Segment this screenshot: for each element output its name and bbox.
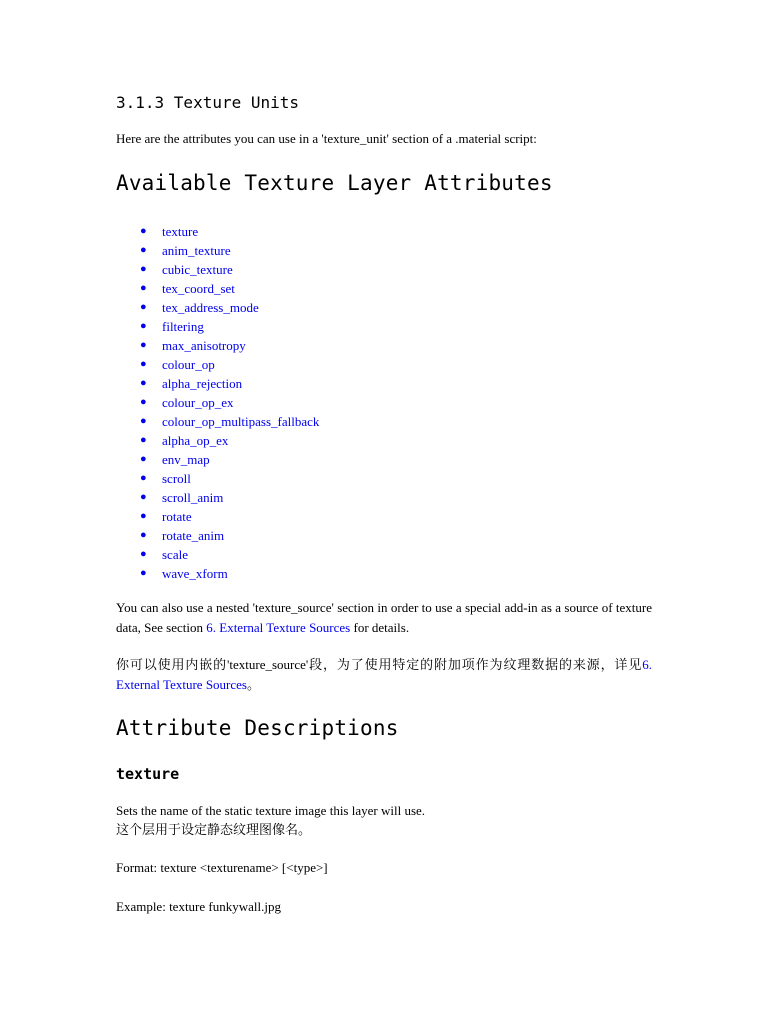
attribute-list-item	[116, 450, 319, 469]
nested-source-paragraph	[116, 598, 652, 638]
attribute-list-item	[116, 488, 319, 507]
attribute-list-item	[116, 241, 319, 260]
bullet-icon: ●	[140, 225, 147, 237]
bullet-icon: ●	[140, 567, 147, 579]
attribute-link-env-map[interactable]: env_map	[162, 452, 210, 467]
attribute-list-item	[116, 336, 319, 355]
bullet-icon: ●	[140, 282, 147, 294]
attribute-link-rotate-anim[interactable]: rotate_anim	[162, 528, 225, 543]
bullet-icon: ●	[140, 263, 147, 275]
texture-description	[116, 801, 652, 839]
attribute-list-item	[116, 260, 319, 279]
attribute-list-item	[116, 279, 319, 298]
attribute-descriptions-heading: Attribute Descriptions	[116, 716, 399, 740]
bullet-icon: ●	[140, 510, 147, 522]
attribute-link-anim-texture[interactable]: anim_texture	[162, 243, 231, 258]
bullet-icon: ●	[140, 548, 147, 560]
bullet-icon: ●	[140, 301, 147, 313]
bullet-icon: ●	[140, 339, 147, 351]
attribute-list-item	[116, 393, 319, 412]
nested-cn-text-after: 。	[246, 677, 260, 692]
attribute-list-item	[116, 507, 319, 526]
attribute-link-rotate[interactable]: rotate	[162, 509, 192, 524]
texture-format: Format: texture <texturename> [<type>]	[116, 860, 328, 875]
available-attributes-heading: Available Texture Layer Attributes	[116, 171, 553, 195]
attribute-list-item	[116, 355, 319, 374]
attribute-link-colour-op-ex[interactable]: colour_op_ex	[162, 395, 234, 410]
attribute-link-alpha-rejection[interactable]: alpha_rejection	[162, 376, 243, 391]
attribute-link-cubic-texture[interactable]: cubic_texture	[162, 262, 233, 277]
attribute-list-item	[116, 412, 319, 431]
attribute-list-item	[116, 564, 319, 583]
texture-description-en: Sets the name of the static texture image this layer will use.	[116, 803, 426, 818]
intro-text: Here are the attributes you can use in a 'texture_unit' section of a .material script:	[116, 131, 537, 146]
nested-text-before: You can also use a nested 'texture_source' section in order to use a special add-in as a source of texture data, See section	[116, 600, 652, 635]
attribute-link-tex-coord-set[interactable]: tex_coord_set	[162, 281, 235, 296]
attribute-list	[116, 222, 319, 583]
attribute-link-colour-op[interactable]: colour_op	[162, 357, 215, 372]
bullet-icon: ●	[140, 491, 147, 503]
attribute-list-item	[116, 545, 319, 564]
nested-cn-text-before: 你可以使用内嵌的'texture_source'段，为了使用特定的附加项作为纹理数据的来源，详见	[116, 657, 643, 672]
bullet-icon: ●	[140, 320, 147, 332]
attribute-list-item	[116, 374, 319, 393]
bullet-icon: ●	[140, 244, 147, 256]
bullet-icon: ●	[140, 415, 147, 427]
attribute-link-texture[interactable]: texture	[162, 224, 199, 239]
attribute-link-filtering[interactable]: filtering	[162, 319, 204, 334]
attribute-list-item	[116, 431, 319, 450]
attribute-list-item	[116, 317, 319, 336]
bullet-icon: ●	[140, 434, 147, 446]
bullet-icon: ●	[140, 472, 147, 484]
attribute-link-max-anisotropy[interactable]: max_anisotropy	[162, 338, 246, 353]
texture-example: Example: texture funkywall.jpg	[116, 899, 281, 914]
attribute-list-item	[116, 298, 319, 317]
external-texture-sources-link-cn[interactable]: 6. External Texture Sources	[116, 657, 652, 692]
attribute-link-tex-address-mode[interactable]: tex_address_mode	[162, 300, 259, 315]
texture-attribute-heading: texture	[116, 765, 180, 783]
bullet-icon: ●	[140, 453, 147, 465]
attribute-link-alpha-op-ex[interactable]: alpha_op_ex	[162, 433, 229, 448]
attribute-link-colour-op-multipass-fallback[interactable]: colour_op_multipass_fallback	[162, 414, 320, 429]
bullet-icon: ●	[140, 377, 147, 389]
attribute-link-wave-xform[interactable]: wave_xform	[162, 566, 228, 581]
attribute-link-scale[interactable]: scale	[162, 547, 188, 562]
section-heading: 3.1.3 Texture Units	[116, 93, 300, 112]
bullet-icon: ●	[140, 358, 147, 370]
attribute-list-item	[116, 469, 319, 488]
attribute-list-item	[116, 526, 319, 545]
external-texture-sources-link[interactable]: 6. External Texture Sources	[206, 620, 351, 635]
bullet-icon: ●	[140, 396, 147, 408]
texture-description-cn: 这个层用于设定静态纹理图像名。	[116, 822, 312, 837]
nested-text-after: for details.	[350, 620, 410, 635]
bullet-icon: ●	[140, 529, 147, 541]
nested-source-paragraph-cn	[116, 655, 652, 695]
attribute-list-item	[116, 222, 319, 241]
attribute-link-scroll-anim[interactable]: scroll_anim	[162, 490, 224, 505]
attribute-link-scroll[interactable]: scroll	[162, 471, 191, 486]
